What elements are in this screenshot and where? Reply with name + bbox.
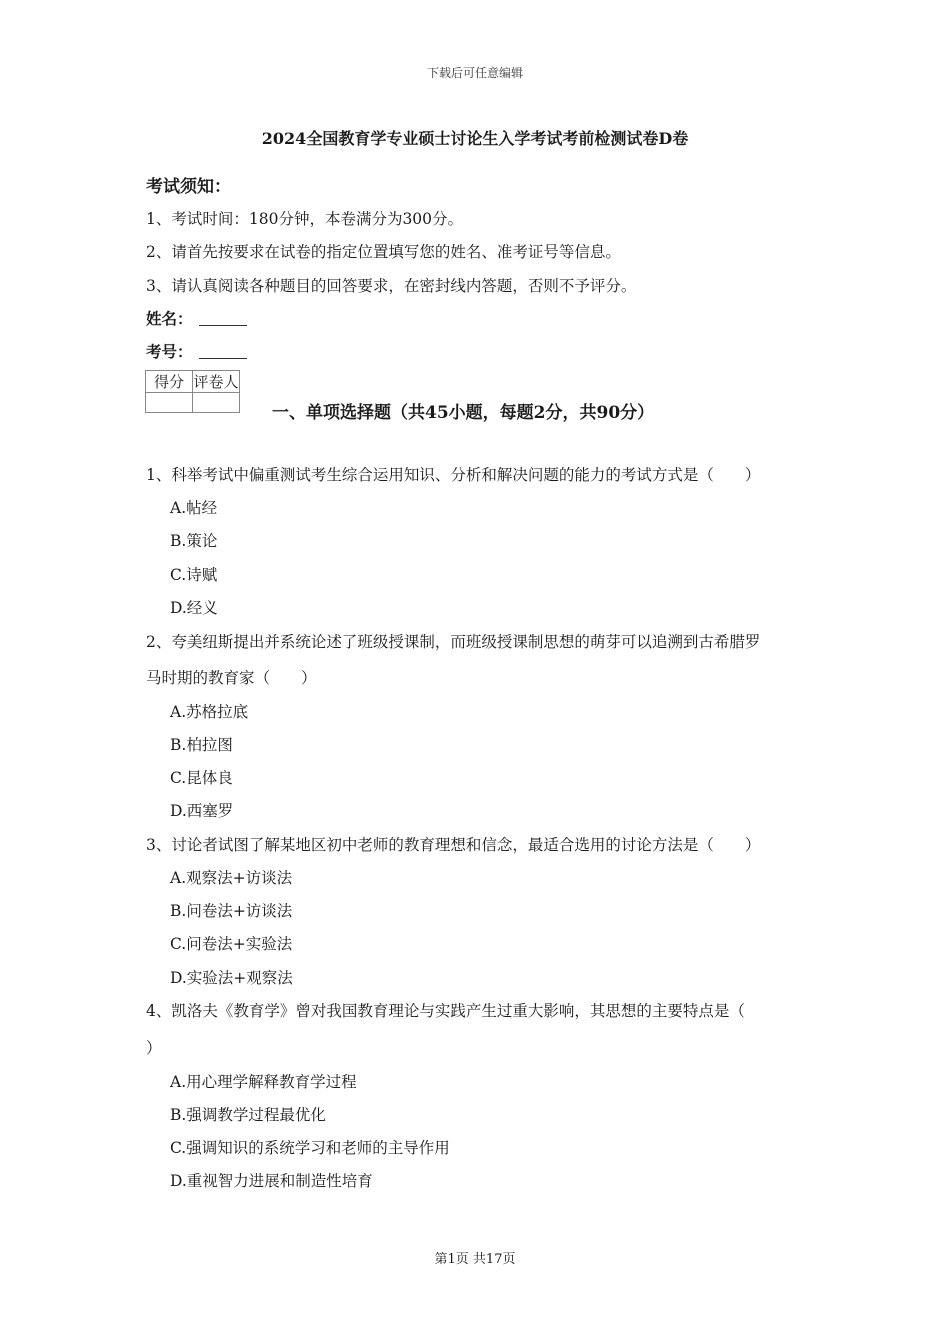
- notice-item: 3、请认真阅读各种题目的回答要求，在密封线内答题，否则不予评分。: [146, 277, 637, 295]
- score-cell: [146, 393, 193, 413]
- option: B.强调教学过程最优化: [170, 1106, 326, 1124]
- score-header: 得分: [146, 371, 193, 393]
- option: B.问卷法+访谈法: [170, 902, 293, 920]
- id-label: 考号：: [146, 342, 193, 361]
- option: D.西塞罗: [170, 802, 234, 820]
- id-blank: [199, 344, 247, 359]
- option: D.重视智力进展和制造性培育: [170, 1172, 373, 1190]
- id-field: [146, 340, 247, 362]
- section-title: 一、单项选择题（共45小题，每题2分，共90分）: [272, 403, 655, 423]
- option: D.实验法+观察法: [170, 969, 293, 987]
- document-title: 2024全国教育学专业硕士讨论生入学考试考前检测试卷D卷: [261, 129, 689, 148]
- option: C.诗赋: [170, 566, 218, 584]
- name-label: 姓名：: [146, 309, 193, 328]
- question-1: 1、科举考试中偏重测试考生综合运用知识、分析和解决问题的能力的考试方式是（ ）: [146, 466, 761, 484]
- option: A.帖经: [170, 499, 218, 517]
- question-2: 2、夸美纽斯提出并系统论述了班级授课制，而班级授课制思想的萌芽可以追溯到古希腊罗: [146, 633, 761, 651]
- grader-header: 评卷人: [193, 371, 240, 393]
- option: B.柏拉图: [170, 736, 233, 754]
- option: C.昆体良: [170, 769, 233, 787]
- name-blank: [199, 311, 247, 326]
- question-4: 4、凯洛夫《教育学》曾对我国教育理论与实践产生过重大影响，其思想的主要特点是（: [146, 1002, 745, 1020]
- notice-item: 2、请首先按要求在试卷的指定位置填写您的姓名、准考证号等信息。: [146, 243, 621, 261]
- question-2-cont: 马时期的教育家（ ）: [146, 669, 317, 687]
- option: A.苏格拉底: [170, 703, 249, 721]
- page-footer: 第1页 共17页: [434, 1252, 516, 1267]
- notice-item: 1、考试时间：180分钟，本卷满分为300分。: [146, 210, 464, 228]
- score-table: [145, 370, 240, 413]
- option: D.经义: [170, 599, 218, 617]
- page-header: 下载后可任意编辑: [426, 66, 523, 80]
- option: B.策论: [170, 532, 218, 550]
- option: A.观察法+访谈法: [170, 869, 293, 887]
- option: C.强调知识的系统学习和老师的主导作用: [170, 1139, 450, 1157]
- name-field: [146, 307, 247, 329]
- option: C.问卷法+实验法: [170, 935, 293, 953]
- notice-heading: 考试须知：: [146, 177, 231, 197]
- option: A.用心理学解释教育学过程: [170, 1073, 357, 1091]
- grader-cell: [193, 393, 240, 413]
- question-4-cont: ）: [146, 1039, 162, 1057]
- question-3: 3、讨论者试图了解某地区初中老师的教育理想和信念，最适合选用的讨论方法是（ ）: [146, 836, 761, 854]
